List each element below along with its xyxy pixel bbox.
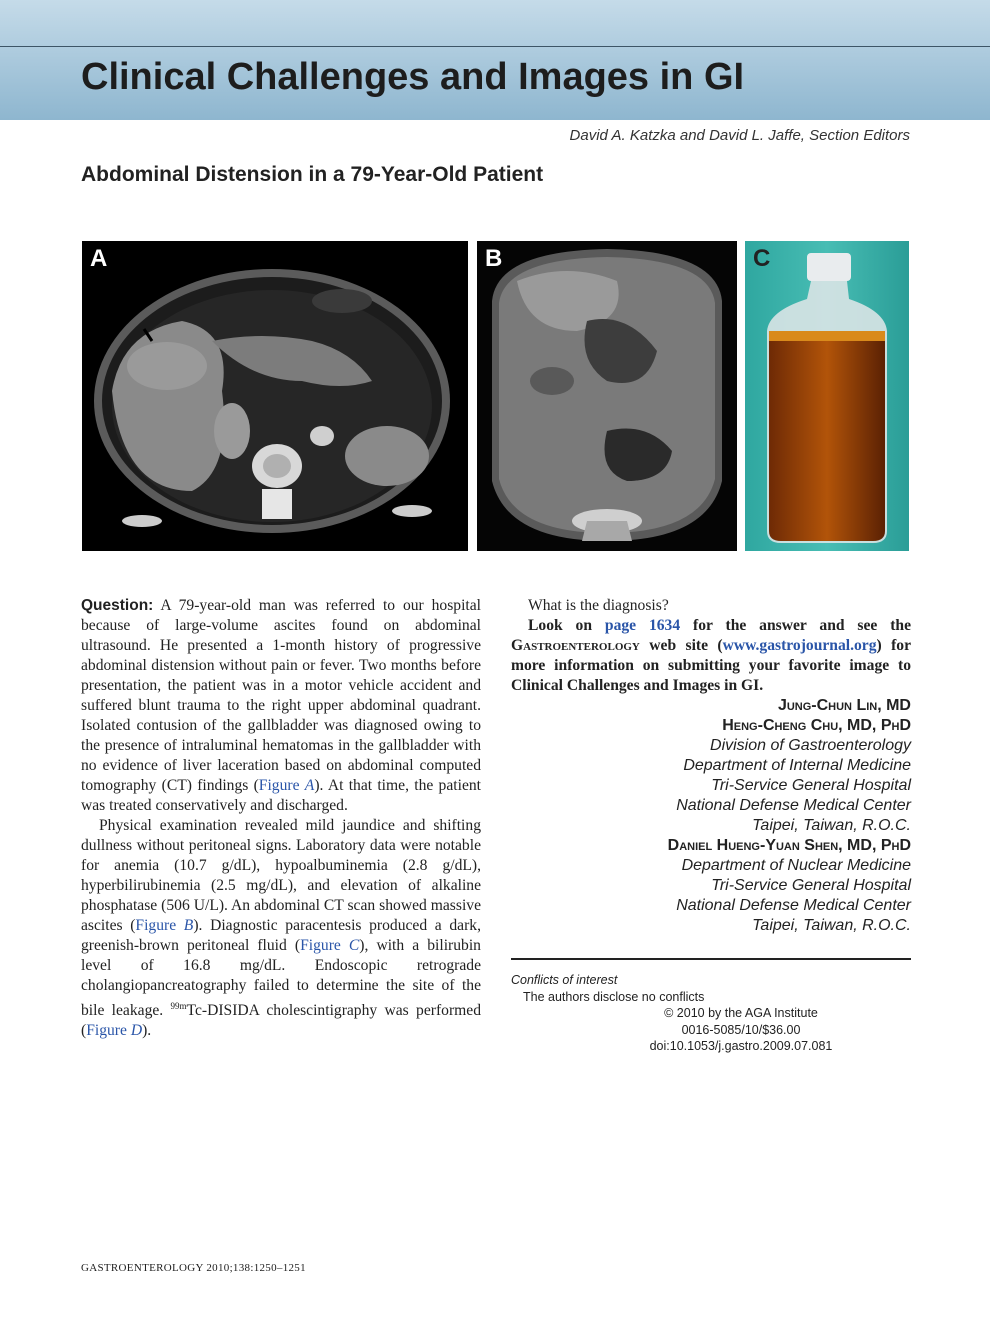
panel-label-b: B bbox=[485, 245, 503, 272]
figure-b-link[interactable]: Figure B bbox=[135, 917, 194, 934]
panel-label-a: A bbox=[90, 245, 108, 272]
question-paragraph-2: Physical examination revealed mild jaundice and shifting dullness without peritoneal signs. Laboratory data were notable for anemia (10.7 g/dL), hypoalbuminemia (2.8 g/dL), hyperbilirubinemia (2.5 mg/dL), and elevation of alkaline phosphatase (506 U/L). An abdominal CT scan showed massive ascites (Figure B). Diagnostic paracentesis produced a dark, greenish-brown peritoneal fluid (Figure C), with a bilirubin level of 16.8 mg/dL. Endoscopic retrograde cholangiopancreatography failed to determine the site of the bile leakage. $^{99m}$Tc-DISIDA cholescintigraphy was performed (Figure D). bbox=[81, 817, 481, 1040]
answer-pointer: Look on page 1634 for the answer and see the Gastroenterology web site (www.gastrojournal.org) for more information on submitting your favorite image to Clinical Challenges and Images in GI. bbox=[511, 617, 911, 694]
figure-panel-b bbox=[477, 241, 737, 551]
author-1: Jung-Chun Lin, MD bbox=[777, 697, 911, 714]
fluid-bottle-photo bbox=[745, 241, 909, 551]
figure-a-link[interactable]: Figure A bbox=[258, 777, 315, 794]
affiliation-line: Taipei, Taiwan, R.O.C. bbox=[752, 917, 911, 934]
figure-panel-c bbox=[745, 241, 909, 551]
panel-label-c: C bbox=[753, 245, 771, 272]
right-column bbox=[511, 596, 911, 936]
affiliation-line: Taipei, Taiwan, R.O.C. bbox=[752, 817, 911, 834]
coi-text: The authors disclose no conflicts bbox=[523, 989, 705, 1004]
answer-page-link[interactable]: page 1634 bbox=[604, 617, 681, 634]
website-link[interactable]: www.gastrojournal.org bbox=[722, 637, 877, 654]
article-title: Abdominal Distension in a 79-Year-Old Patient bbox=[81, 163, 544, 186]
question-column bbox=[81, 596, 481, 1041]
journal-name: Gastroenterology bbox=[511, 637, 640, 654]
journal-citation: GASTROENTEROLOGY 2010;138:1250–1251 bbox=[81, 1262, 306, 1274]
affiliation-line: Tri-Service General Hospital bbox=[711, 877, 911, 894]
header-banner bbox=[0, 0, 990, 120]
figure-panel-a bbox=[82, 241, 468, 551]
diagnosis-question: What is the diagnosis? bbox=[528, 597, 669, 614]
conflicts-of-interest bbox=[511, 972, 911, 1055]
author-3: Daniel Hueng-Yuan Shen, MD, PhD bbox=[667, 837, 911, 854]
question-label: Question: bbox=[81, 597, 154, 614]
figure-c-link[interactable]: Figure C bbox=[300, 937, 360, 954]
issn: 0016-5085/10/$36.00 bbox=[681, 1022, 801, 1037]
affiliation-line: Department of Nuclear Medicine bbox=[681, 857, 911, 874]
author-2: Heng-Cheng Chu, MD, PhD bbox=[722, 717, 911, 734]
question-paragraph-1: Question: A 79-year-old man was referred to our hospital because of large-volume ascites found on abdominal ultrasound. He presented a 1-month history of progressive abdominal distension without pain or fever. Two months before presentation, the patient was in a motor vehicle accident and suffered blunt trauma to the right upper abdominal quadrant. Isolated contusion of the gallbladder was diagnosed owing to the presence of intraluminal hematomas in the gallbladder with no evidence of liver laceration based on abdominal computed tomography (CT) findings (Figure A). At that time, the patient was treated conservatively and discharged. bbox=[81, 597, 481, 814]
doi: doi:10.1053/j.gastro.2009.07.081 bbox=[649, 1039, 833, 1053]
affiliation-line: Tri-Service General Hospital bbox=[711, 777, 911, 794]
isotope-superscript: 99m bbox=[170, 1001, 187, 1011]
conflicts-divider bbox=[511, 958, 911, 960]
affiliation-line: Department of Internal Medicine bbox=[683, 757, 911, 774]
figure-d-link[interactable]: Figure D bbox=[86, 1022, 143, 1040]
author-affiliations bbox=[511, 696, 911, 936]
ct-axial-image bbox=[82, 241, 468, 551]
affiliation-line: Division of Gastroenterology bbox=[710, 737, 911, 754]
affiliation-line: National Defense Medical Center bbox=[676, 897, 911, 914]
ct-coronal-image bbox=[477, 241, 737, 551]
banner-rule bbox=[0, 46, 990, 47]
coi-title: Conflicts of interest bbox=[511, 973, 618, 987]
section-title: Clinical Challenges and Images in GI bbox=[81, 56, 745, 98]
section-editors: David A. Katzka and David L. Jaffe, Section Editors bbox=[569, 127, 910, 144]
copyright: © 2010 by the AGA Institute bbox=[664, 1006, 818, 1020]
affiliation-line: National Defense Medical Center bbox=[676, 797, 911, 814]
